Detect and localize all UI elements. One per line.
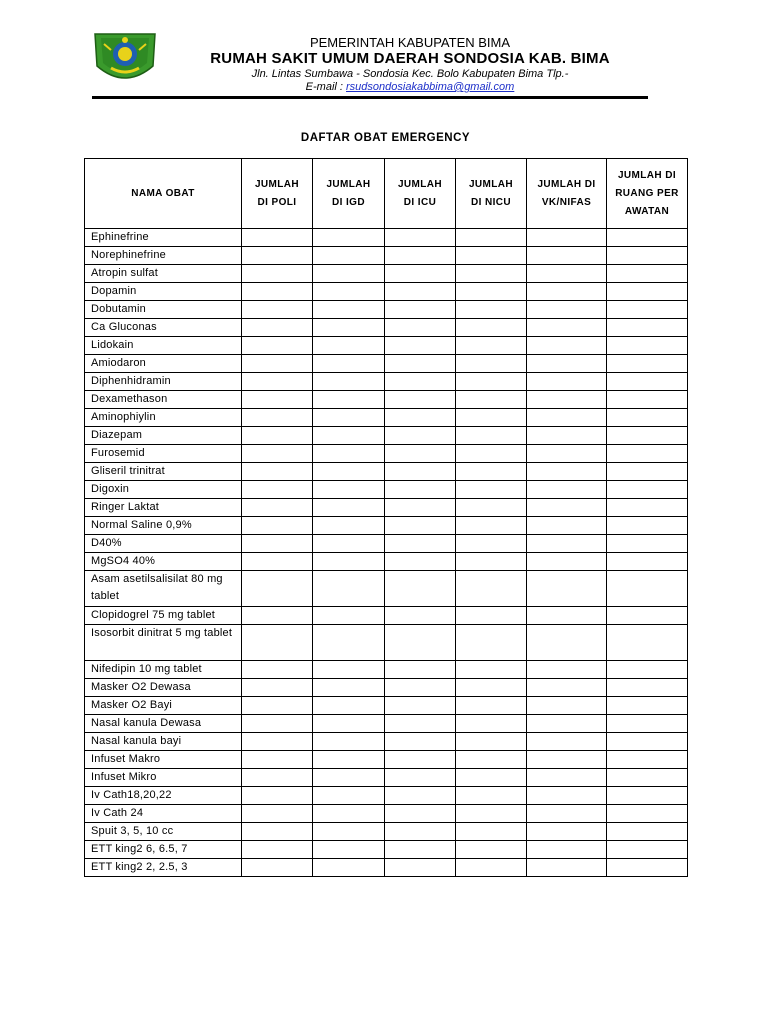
quantity-cell[interactable]	[313, 535, 385, 553]
quantity-cell[interactable]	[456, 751, 527, 769]
quantity-cell[interactable]	[313, 769, 385, 787]
quantity-cell[interactable]	[456, 481, 527, 499]
column-header: JUMLAH DI POLI	[242, 159, 313, 229]
quantity-cell[interactable]	[607, 517, 688, 535]
quantity-cell[interactable]	[313, 733, 385, 751]
quantity-cell[interactable]	[607, 679, 688, 697]
drug-name-cell: Dopamin	[85, 283, 242, 301]
quantity-cell[interactable]	[456, 571, 527, 607]
quantity-cell[interactable]	[385, 517, 456, 535]
quantity-cell[interactable]	[456, 247, 527, 265]
drug-name-cell: Aminophiylin	[85, 409, 242, 427]
quantity-cell[interactable]	[456, 355, 527, 373]
quantity-cell[interactable]	[242, 607, 313, 625]
table-row	[85, 553, 688, 571]
quantity-cell[interactable]	[527, 823, 607, 841]
header-divider	[92, 96, 648, 99]
quantity-cell[interactable]	[313, 229, 385, 247]
quantity-cell[interactable]	[607, 535, 688, 553]
quantity-cell[interactable]	[313, 337, 385, 355]
quantity-cell[interactable]	[607, 823, 688, 841]
table-row	[85, 373, 688, 391]
quantity-cell[interactable]	[527, 247, 607, 265]
quantity-cell[interactable]	[313, 373, 385, 391]
quantity-cell[interactable]	[242, 319, 313, 337]
quantity-cell[interactable]	[242, 445, 313, 463]
quantity-cell[interactable]	[527, 625, 607, 661]
quantity-cell[interactable]	[527, 445, 607, 463]
government-name: PEMERINTAH KABUPATEN BIMA	[309, 35, 511, 50]
table-row	[85, 337, 688, 355]
drug-name-cell: Infuset Mikro	[85, 769, 242, 787]
quantity-cell[interactable]	[527, 409, 607, 427]
drug-name-cell: Masker O2 Bayi	[85, 697, 242, 715]
quantity-cell[interactable]	[607, 355, 688, 373]
table-row	[85, 427, 688, 445]
quantity-cell[interactable]	[242, 679, 313, 697]
table-row	[85, 859, 688, 877]
quantity-cell[interactable]	[385, 409, 456, 427]
quantity-cell[interactable]	[456, 661, 527, 679]
drug-name-cell: D40%	[85, 535, 242, 553]
quantity-cell[interactable]	[313, 571, 385, 607]
quantity-cell[interactable]	[242, 823, 313, 841]
quantity-cell[interactable]	[456, 409, 527, 427]
quantity-cell[interactable]	[607, 391, 688, 409]
quantity-cell[interactable]	[242, 463, 313, 481]
quantity-cell[interactable]	[385, 355, 456, 373]
quantity-cell[interactable]	[527, 841, 607, 859]
quantity-cell[interactable]	[385, 283, 456, 301]
quantity-cell[interactable]	[313, 607, 385, 625]
quantity-cell[interactable]	[607, 445, 688, 463]
drug-name-cell: Infuset Makro	[85, 751, 242, 769]
email-link[interactable]: rsudsondosiakabbima@gmail.com	[346, 81, 515, 93]
table-row	[85, 355, 688, 373]
quantity-cell[interactable]	[242, 535, 313, 553]
quantity-cell[interactable]	[607, 427, 688, 445]
quantity-cell[interactable]	[527, 535, 607, 553]
quantity-cell[interactable]	[385, 733, 456, 751]
quantity-cell[interactable]	[385, 229, 456, 247]
table-row	[85, 715, 688, 733]
table-header-row	[85, 159, 688, 229]
quantity-cell[interactable]	[607, 409, 688, 427]
table-row	[85, 229, 688, 247]
table-row	[85, 787, 688, 805]
quantity-cell[interactable]	[456, 679, 527, 697]
quantity-cell[interactable]	[242, 841, 313, 859]
quantity-cell[interactable]	[527, 283, 607, 301]
quantity-cell[interactable]	[385, 571, 456, 607]
drug-name-cell: Norephinefrine	[85, 247, 242, 265]
quantity-cell[interactable]	[313, 805, 385, 823]
quantity-cell[interactable]	[242, 661, 313, 679]
drug-name-cell: Furosemid	[85, 445, 242, 463]
quantity-cell[interactable]	[385, 607, 456, 625]
quantity-cell[interactable]	[456, 625, 527, 661]
quantity-cell[interactable]	[607, 337, 688, 355]
quantity-cell[interactable]	[313, 247, 385, 265]
quantity-cell[interactable]	[385, 859, 456, 877]
drug-name-cell: Spuit 3, 5, 10 cc	[85, 823, 242, 841]
drug-name-cell: Nasal kanula bayi	[85, 733, 242, 751]
quantity-cell[interactable]	[527, 319, 607, 337]
quantity-cell[interactable]	[385, 427, 456, 445]
quantity-cell[interactable]	[527, 607, 607, 625]
quantity-cell[interactable]	[527, 679, 607, 697]
quantity-cell[interactable]	[456, 391, 527, 409]
quantity-cell[interactable]	[527, 787, 607, 805]
column-header: NAMA OBAT	[85, 159, 242, 229]
drug-name-cell: Ringer Laktat	[85, 499, 242, 517]
quantity-cell[interactable]	[313, 481, 385, 499]
email-label: E-mail :	[305, 81, 347, 93]
quantity-cell[interactable]	[607, 787, 688, 805]
table-row	[85, 391, 688, 409]
quantity-cell[interactable]	[456, 463, 527, 481]
table-row	[85, 607, 688, 625]
quantity-cell[interactable]	[456, 553, 527, 571]
quantity-cell[interactable]	[527, 661, 607, 679]
drug-name-cell: ETT king2 2, 2.5, 3	[85, 859, 242, 877]
quantity-cell[interactable]	[313, 625, 385, 661]
quantity-cell[interactable]	[456, 265, 527, 283]
drug-name-cell: Gliseril trinitrat	[85, 463, 242, 481]
quantity-cell[interactable]	[313, 679, 385, 697]
quantity-cell[interactable]	[385, 553, 456, 571]
quantity-cell[interactable]	[242, 481, 313, 499]
drug-name-cell: Dexamethason	[85, 391, 242, 409]
quantity-cell[interactable]	[242, 301, 313, 319]
quantity-cell[interactable]	[607, 373, 688, 391]
quantity-cell[interactable]	[527, 571, 607, 607]
quantity-cell[interactable]	[607, 499, 688, 517]
quantity-cell[interactable]	[242, 697, 313, 715]
quantity-cell[interactable]	[527, 751, 607, 769]
quantity-cell[interactable]	[385, 373, 456, 391]
quantity-cell[interactable]	[527, 517, 607, 535]
quantity-cell[interactable]	[242, 715, 313, 733]
quantity-cell[interactable]	[527, 337, 607, 355]
quantity-cell[interactable]	[456, 283, 527, 301]
quantity-cell[interactable]	[527, 463, 607, 481]
table-row	[85, 805, 688, 823]
quantity-cell[interactable]	[242, 553, 313, 571]
quantity-cell[interactable]	[527, 805, 607, 823]
quantity-cell[interactable]	[527, 301, 607, 319]
quantity-cell[interactable]	[313, 859, 385, 877]
table-row	[85, 463, 688, 481]
quantity-cell[interactable]	[313, 391, 385, 409]
quantity-cell[interactable]	[607, 859, 688, 877]
quantity-cell[interactable]	[242, 859, 313, 877]
quantity-cell[interactable]	[456, 337, 527, 355]
table-row	[85, 823, 688, 841]
table-row	[85, 409, 688, 427]
drug-name-cell: Masker O2 Dewasa	[85, 679, 242, 697]
drug-name-cell: MgSO4 40%	[85, 553, 242, 571]
quantity-cell[interactable]	[385, 625, 456, 661]
quantity-cell[interactable]	[607, 607, 688, 625]
quantity-cell[interactable]	[385, 787, 456, 805]
quantity-cell[interactable]	[607, 625, 688, 661]
quantity-cell[interactable]	[527, 697, 607, 715]
quantity-cell[interactable]	[242, 805, 313, 823]
quantity-cell[interactable]	[385, 391, 456, 409]
quantity-cell[interactable]	[313, 463, 385, 481]
quantity-cell[interactable]	[385, 247, 456, 265]
quantity-cell[interactable]	[385, 481, 456, 499]
quantity-cell[interactable]	[385, 319, 456, 337]
quantity-cell[interactable]	[456, 229, 527, 247]
quantity-cell[interactable]	[313, 499, 385, 517]
quantity-cell[interactable]	[607, 751, 688, 769]
quantity-cell[interactable]	[527, 427, 607, 445]
regency-emblem-icon	[89, 30, 161, 88]
table-row	[85, 625, 688, 661]
quantity-cell[interactable]	[242, 751, 313, 769]
table-row	[85, 481, 688, 499]
quantity-cell[interactable]	[456, 715, 527, 733]
quantity-cell[interactable]	[313, 715, 385, 733]
quantity-cell[interactable]	[607, 715, 688, 733]
quantity-cell[interactable]	[242, 517, 313, 535]
quantity-cell[interactable]	[385, 715, 456, 733]
quantity-cell[interactable]	[313, 553, 385, 571]
table-row	[85, 697, 688, 715]
quantity-cell[interactable]	[527, 391, 607, 409]
quantity-cell[interactable]	[527, 553, 607, 571]
quantity-cell[interactable]	[242, 787, 313, 805]
quantity-cell[interactable]	[385, 337, 456, 355]
quantity-cell[interactable]	[242, 337, 313, 355]
hospital-address: Jln. Lintas Sumbawa - Sondosia Kec. Bolo Kabupaten Bima Tlp.-	[251, 68, 569, 80]
quantity-cell[interactable]	[456, 769, 527, 787]
quantity-cell[interactable]	[607, 481, 688, 499]
quantity-cell[interactable]	[385, 463, 456, 481]
quantity-cell[interactable]	[527, 769, 607, 787]
quantity-cell[interactable]	[607, 697, 688, 715]
table-row	[85, 841, 688, 859]
quantity-cell[interactable]	[456, 319, 527, 337]
drug-name-cell: Digoxin	[85, 481, 242, 499]
table-row	[85, 571, 688, 607]
quantity-cell[interactable]	[385, 697, 456, 715]
drug-name-cell: Amiodaron	[85, 355, 242, 373]
column-header: JUMLAH DI IGD	[313, 159, 385, 229]
drug-name-cell: Isosorbit dinitrat 5 mg tablet	[85, 625, 242, 661]
quantity-cell[interactable]	[607, 571, 688, 607]
drug-name-cell: Diazepam	[85, 427, 242, 445]
quantity-cell[interactable]	[313, 445, 385, 463]
quantity-cell[interactable]	[242, 427, 313, 445]
quantity-cell[interactable]	[456, 445, 527, 463]
table-row	[85, 535, 688, 553]
hospital-email-line	[170, 81, 650, 94]
table-row	[85, 247, 688, 265]
quantity-cell[interactable]	[527, 859, 607, 877]
quantity-cell[interactable]	[527, 229, 607, 247]
quantity-cell[interactable]	[527, 715, 607, 733]
drug-name-cell: ETT king2 6, 6.5, 7	[85, 841, 242, 859]
table-row	[85, 283, 688, 301]
quantity-cell[interactable]	[456, 499, 527, 517]
quantity-cell[interactable]	[456, 787, 527, 805]
quantity-cell[interactable]	[607, 553, 688, 571]
quantity-cell[interactable]	[242, 373, 313, 391]
quantity-cell[interactable]	[313, 661, 385, 679]
quantity-cell[interactable]	[385, 499, 456, 517]
table-row	[85, 445, 688, 463]
quantity-cell[interactable]	[456, 301, 527, 319]
quantity-cell[interactable]	[242, 283, 313, 301]
drug-name-cell: Iv Cath 24	[85, 805, 242, 823]
quantity-cell[interactable]	[313, 355, 385, 373]
quantity-cell[interactable]	[527, 481, 607, 499]
table-row	[85, 751, 688, 769]
quantity-cell[interactable]	[242, 499, 313, 517]
drug-name-cell: Ca Gluconas	[85, 319, 242, 337]
quantity-cell[interactable]	[527, 355, 607, 373]
quantity-cell[interactable]	[456, 841, 527, 859]
quantity-cell[interactable]	[456, 517, 527, 535]
quantity-cell[interactable]	[607, 247, 688, 265]
table-row	[85, 733, 688, 751]
quantity-cell[interactable]	[242, 247, 313, 265]
quantity-cell[interactable]	[385, 445, 456, 463]
drug-name-cell: Asam asetilsalisilat 80 mg tablet	[85, 571, 242, 607]
quantity-cell[interactable]	[607, 301, 688, 319]
column-header: JUMLAH DI RUANG PERAWATAN	[607, 159, 688, 229]
quantity-cell[interactable]	[385, 769, 456, 787]
quantity-cell[interactable]	[607, 229, 688, 247]
quantity-cell[interactable]	[242, 391, 313, 409]
table-row	[85, 679, 688, 697]
quantity-cell[interactable]	[456, 535, 527, 553]
quantity-cell[interactable]	[607, 841, 688, 859]
quantity-cell[interactable]	[242, 355, 313, 373]
quantity-cell[interactable]	[527, 499, 607, 517]
quantity-cell[interactable]	[456, 823, 527, 841]
quantity-cell[interactable]	[313, 265, 385, 283]
quantity-cell[interactable]	[242, 625, 313, 661]
quantity-cell[interactable]	[385, 661, 456, 679]
quantity-cell[interactable]	[607, 283, 688, 301]
quantity-cell[interactable]	[527, 733, 607, 751]
drug-name-cell: Iv Cath18,20,22	[85, 787, 242, 805]
table-row	[85, 265, 688, 283]
table-row	[85, 769, 688, 787]
drug-name-cell: Nifedipin 10 mg tablet	[85, 661, 242, 679]
quantity-cell[interactable]	[242, 733, 313, 751]
quantity-cell[interactable]	[313, 841, 385, 859]
quantity-cell[interactable]	[607, 805, 688, 823]
quantity-cell[interactable]	[313, 319, 385, 337]
quantity-cell[interactable]	[242, 571, 313, 607]
quantity-cell[interactable]	[242, 769, 313, 787]
quantity-cell[interactable]	[313, 283, 385, 301]
drug-name-cell: Atropin sulfat	[85, 265, 242, 283]
quantity-cell[interactable]	[242, 409, 313, 427]
table-row	[85, 661, 688, 679]
quantity-cell[interactable]	[385, 301, 456, 319]
quantity-cell[interactable]	[527, 373, 607, 391]
drug-name-cell: Normal Saline 0,9%	[85, 517, 242, 535]
drug-name-cell: Nasal kanula Dewasa	[85, 715, 242, 733]
quantity-cell[interactable]	[607, 463, 688, 481]
quantity-cell[interactable]	[527, 265, 607, 283]
quantity-cell[interactable]	[607, 769, 688, 787]
quantity-cell[interactable]	[607, 265, 688, 283]
table-row	[85, 517, 688, 535]
quantity-cell[interactable]	[456, 427, 527, 445]
document-title: DAFTAR OBAT EMERGENCY	[300, 132, 471, 144]
quantity-cell[interactable]	[242, 265, 313, 283]
quantity-cell[interactable]	[385, 751, 456, 769]
quantity-cell[interactable]	[385, 823, 456, 841]
quantity-cell[interactable]	[385, 841, 456, 859]
quantity-cell[interactable]	[313, 427, 385, 445]
letterhead	[170, 36, 650, 94]
quantity-cell[interactable]	[607, 733, 688, 751]
table-row	[85, 319, 688, 337]
quantity-cell[interactable]	[456, 805, 527, 823]
table-row	[85, 499, 688, 517]
drug-name-cell: Lidokain	[85, 337, 242, 355]
column-header: JUMLAH DI VK/NIFAS	[527, 159, 607, 229]
quantity-cell[interactable]	[313, 823, 385, 841]
quantity-cell[interactable]	[385, 265, 456, 283]
quantity-cell[interactable]	[313, 517, 385, 535]
quantity-cell[interactable]	[313, 697, 385, 715]
quantity-cell[interactable]	[607, 319, 688, 337]
quantity-cell[interactable]	[385, 535, 456, 553]
quantity-cell[interactable]	[385, 679, 456, 697]
quantity-cell[interactable]	[313, 751, 385, 769]
quantity-cell[interactable]	[313, 301, 385, 319]
quantity-cell[interactable]	[242, 229, 313, 247]
drug-name-cell: Ephinefrine	[85, 229, 242, 247]
quantity-cell[interactable]	[385, 805, 456, 823]
quantity-cell[interactable]	[456, 697, 527, 715]
quantity-cell[interactable]	[313, 787, 385, 805]
quantity-cell[interactable]	[607, 661, 688, 679]
drug-name-cell: Clopidogrel 75 mg tablet	[85, 607, 242, 625]
quantity-cell[interactable]	[456, 859, 527, 877]
emergency-drug-table	[84, 158, 688, 877]
quantity-cell[interactable]	[456, 373, 527, 391]
column-header: JUMLAH DI NICU	[456, 159, 527, 229]
quantity-cell[interactable]	[456, 607, 527, 625]
quantity-cell[interactable]	[313, 409, 385, 427]
drug-name-cell: Dobutamin	[85, 301, 242, 319]
column-header: JUMLAH DI ICU	[385, 159, 456, 229]
hospital-name: RUMAH SAKIT UMUM DAERAH SONDOSIA KAB. BIMA	[210, 50, 610, 67]
table-row	[85, 301, 688, 319]
drug-name-cell: Diphenhidramin	[85, 373, 242, 391]
quantity-cell[interactable]	[456, 733, 527, 751]
